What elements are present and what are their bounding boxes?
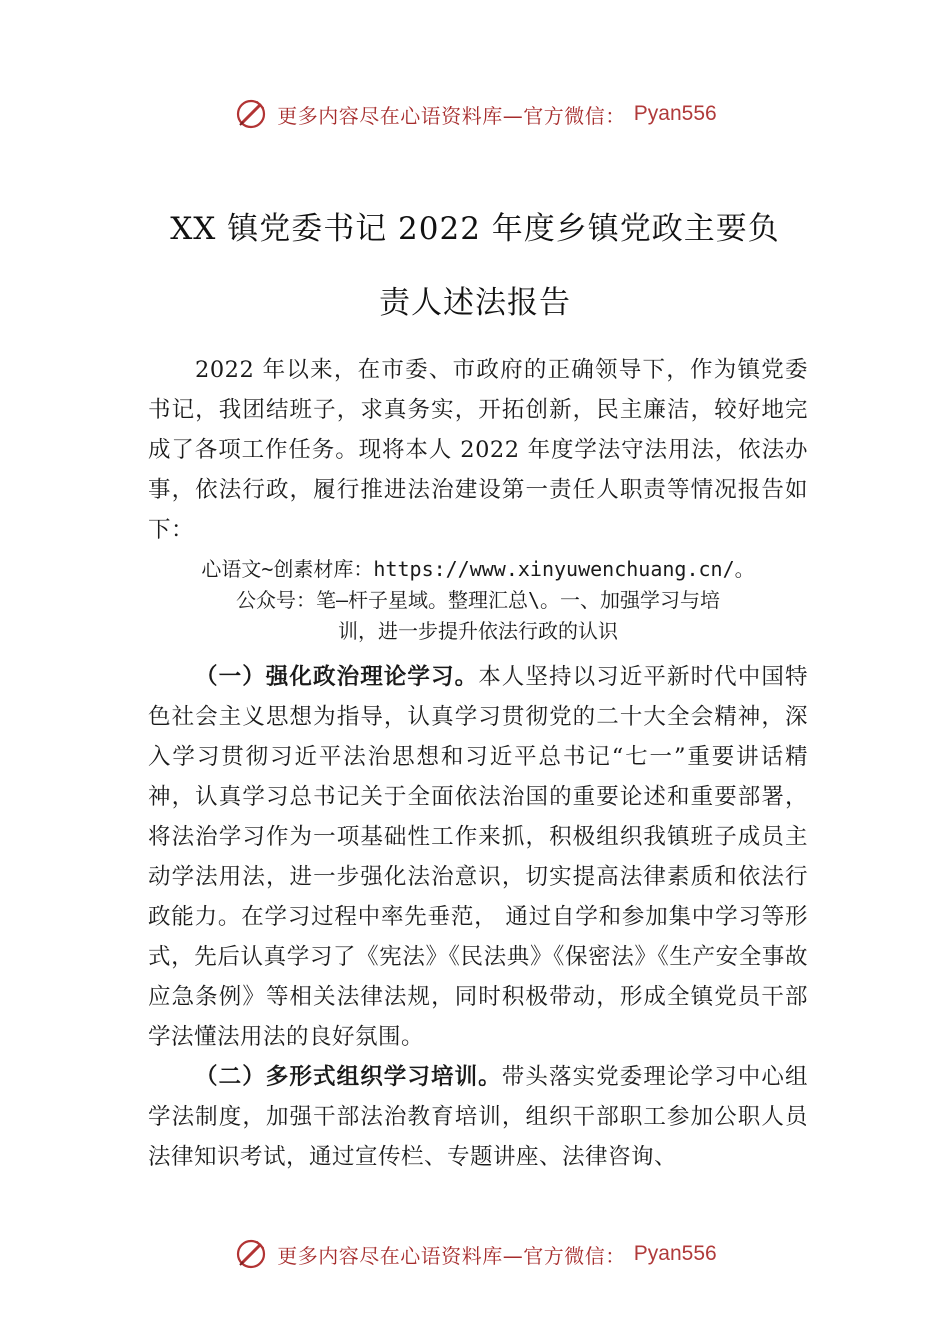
header-watermark-banner: [0, 92, 950, 136]
pen-in-circle-icon: [233, 96, 269, 132]
pen-in-circle-icon: [233, 1236, 269, 1272]
source-note: [148, 554, 808, 647]
section-2-body: 带头落实党委理论学习中心组学法制度，加强干部法治教育培训，组织干部职工参加公职人员法律知识考试，通过宣传栏、专题讲座、法律咨询、: [148, 1064, 808, 1170]
source-line-1: 心语文~创素材库：https://www.xinyuwenchuang.cn/。: [201, 557, 755, 581]
footer-watermark-banner: [0, 1232, 950, 1276]
section-2-paragraph: [148, 1057, 808, 1177]
wechat-id: Pyan556: [633, 1242, 717, 1265]
intro-paragraph: 2022 年以来，在市委、市政府的正确领导下，作为镇党委书记，我团结班子，求真务实，开拓创新，民主廉洁，较好地完成了各项工作任务。现将本人 2022 年度学法守法用法，依法办事，依法行政，履行推进法治建设第一责任人职责等情况报告如下：: [148, 357, 808, 543]
banner-text: 更多内容尽在心语资料库—官方微信：: [277, 103, 626, 128]
wechat-id: Pyan556: [633, 102, 717, 125]
section-1-paragraph: [148, 657, 808, 1057]
banner-text: 更多内容尽在心语资料库—官方微信：: [277, 1243, 626, 1268]
document-body: [148, 350, 808, 1177]
document-title: [100, 192, 850, 340]
title-line-2: 责人述法报告: [379, 285, 571, 321]
source-line-3: 训，进一步提升依法行政的认识: [338, 619, 618, 643]
title-line-1: XX 镇党委书记 2022 年度乡镇党政主要负: [170, 211, 780, 247]
section-1-heading: （一）强化政治理论学习。: [195, 664, 479, 690]
source-line-2: 公众号：笔—杆子星域。整理汇总\。一、加强学习与培: [235, 588, 721, 612]
section-2-heading: （二）多形式组织学习培训。: [195, 1064, 502, 1090]
section-1-body: 本人坚持以习近平新时代中国特色社会主义思想为指导，认真学习贯彻党的二十大全会精神，深入学习贯彻习近平法治思想和习近平总书记“七一”重要讲话精神，认真学习总书记关于全面依法治国的重要论述和重要部署，将法治学习作为一项基础性工作来抓，积极组织我镇班子成员主动学法用法，进一步强化法治意识，切实提高法律素质和依法行政能力。在学习过程中率先垂范， 通过自学和参加集中学习等形式，先后认真学习了《宪法》《民法典》《保密法》《生产安全事故应急条例》等相关法律法规，同时积极带动，形成全镇党员干部学法懂法用法的良好氛围。: [148, 664, 808, 1050]
